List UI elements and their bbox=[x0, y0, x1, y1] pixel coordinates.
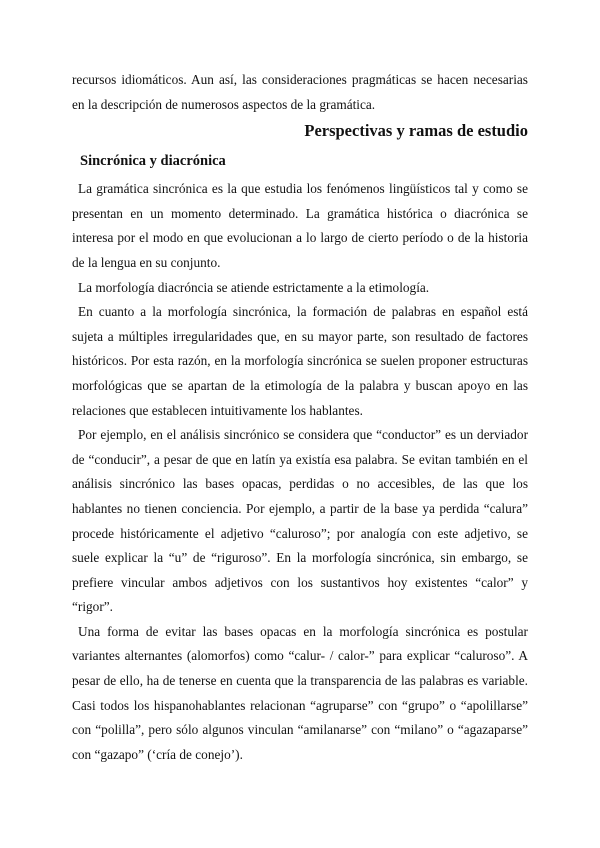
page-body bbox=[72, 68, 528, 767]
body-paragraph: Una forma de evitar las bases opacas en la morfología sincrónica es postular variantes alternantes (alomorfos) como “calur- / calor-” para explicar “caluroso”. A pesar de ello, ha de tenerse en cuenta que la transparencia de las palabras es variable. Casi todos los hispanohablantes relacionan “agruparse” con “grupo” o “apolillarse” con “polilla”, pero sólo algunos vinculan “amilanarse” con “milano” o “agazaparse” con “gazapo” (‘cría de conejo’). bbox=[72, 623, 528, 762]
subsection-heading: Sincrónica y diacrónica bbox=[80, 153, 226, 170]
body-paragraph: Por ejemplo, en el análisis sincrónico se considera que “conductor” es un derviador de “conducir”, a pesar de que en latín ya existía esa palabra. Se evitan también en el análisis sincrónico las bases opacas, perdidas o no accesibles, de las que los hablantes no tienen conciencia. Por ejemplo, a partir de la base ya perdida “calura” procede históricamente el adjetivo “caluroso”; por analogía con este adjetivo, se suele explicar la “u” de “riguroso”. En la morfología sincrónica, sin embargo, se prefiere vincular ambos adjetivos con los sustantivos hoy existentes “calor” y “rigor”. bbox=[72, 427, 528, 615]
intro-paragraph: recursos idiomáticos. Aun así, las consideraciones pragmáticas se hacen necesarias en la descripción de numerosos aspectos de la gramática. bbox=[72, 72, 528, 112]
body-paragraph: En cuanto a la morfología sincrónica, la formación de palabras en español está sujeta a múltiples irregularidades que, en su mayor parte, son resultado de factores históricos. Por esta razón, en la morfología sincrónica se suelen proponer estructuras morfológicas que se apartan de la etimología de la palabra y buscan apoyo en las relaciones que establecen intuitivamente los hablantes. bbox=[72, 304, 528, 418]
body-paragraph: La gramática sincrónica es la que estudia los fenómenos lingüísticos tal y como se presentan en un momento determinado. La gramática histórica o diacrónica se interesa por el modo en que evolucionan a lo largo de cierto período o de la historia de la lengua en su conjunto. bbox=[72, 181, 528, 270]
section-heading: Perspectivas y ramas de estudio bbox=[304, 121, 528, 141]
body-paragraph: La morfología diacróncia se atiende estrictamente a la etimología. bbox=[78, 279, 430, 295]
